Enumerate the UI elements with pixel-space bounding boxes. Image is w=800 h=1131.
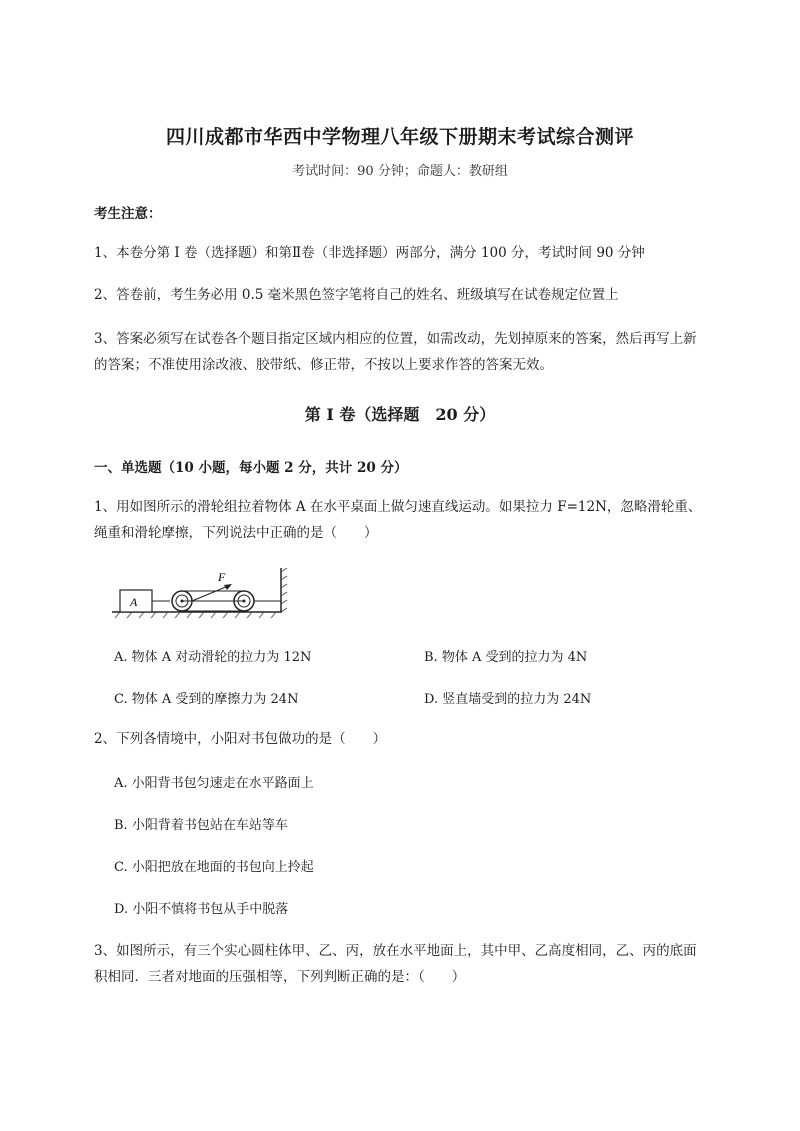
force-f-label: F bbox=[218, 570, 226, 584]
notice-heading: 考生注意： bbox=[94, 206, 162, 222]
q2-option-d: D. 小阳不慎将书包从手中脱落 bbox=[114, 902, 289, 917]
question-1-stem: 1、用如图所示的滑轮组拉着物体 A 在水平桌面上做匀速直线运动。如果拉力 F=12N，忽略滑轮重、绳重和滑轮摩擦，下列说法中正确的是（ ） bbox=[94, 499, 702, 541]
q1-option-a: A. 物体 A 对动滑轮的拉力为 12N bbox=[114, 650, 312, 665]
q1-option-d: D. 竖直墙受到的拉力为 24N bbox=[424, 692, 592, 707]
notice-item-3: 3、答案必须写在试卷各个题目指定区域内相应的位置，如需改动，先划掉原来的答案，然后再写上新的答案；不准使用涂改液、胶带纸、修正带，不按以上要求作答的答案无效。 bbox=[94, 331, 697, 373]
q2-option-a: A. 小阳背书包匀速走在水平路面上 bbox=[114, 776, 314, 791]
q2-option-b: B. 小阳背着书包站在车站等车 bbox=[114, 818, 288, 833]
q1-option-b: B. 物体 A 受到的拉力为 4N bbox=[424, 650, 588, 665]
section-title: 第 I 卷（选择题 20 分） bbox=[304, 405, 496, 424]
q2-option-c: C. 小阳把放在地面的书包向上拎起 bbox=[114, 860, 314, 875]
exam-info: 考试时间：90 分钟；命题人：教研组 bbox=[292, 164, 508, 179]
part-heading: 一、单选题（10 小题，每小题 2 分，共计 20 分） bbox=[94, 460, 408, 476]
q1-option-c: C. 物体 A 受到的摩擦力为 24N bbox=[114, 692, 299, 707]
question-2-stem: 2、下列各情境中，小阳对书包做功的是（ ） bbox=[94, 731, 387, 747]
notice-item-1: 1、本卷分第 I 卷（选择题）和第Ⅱ卷（非选择题）两部分，满分 100 分，考试时间 90 分钟 bbox=[94, 245, 645, 261]
pulley-diagram bbox=[112, 568, 288, 620]
page-title: 四川成都市华西中学物理八年级下册期末考试综合测评 bbox=[165, 126, 634, 148]
block-a-label: A bbox=[130, 595, 138, 609]
notice-item-2: 2、答卷前，考生务必用 0.5 毫米黑色签字笔将自己的姓名、班级填写在试卷规定位置上 bbox=[94, 287, 619, 303]
question-3-stem: 3、如图所示，有三个实心圆柱体甲、乙、丙，放在水平地面上，其中甲、乙高度相同，乙、丙的底面积相同．三者对地面的压强相等，下列判断正确的是：（ ） bbox=[94, 943, 697, 985]
